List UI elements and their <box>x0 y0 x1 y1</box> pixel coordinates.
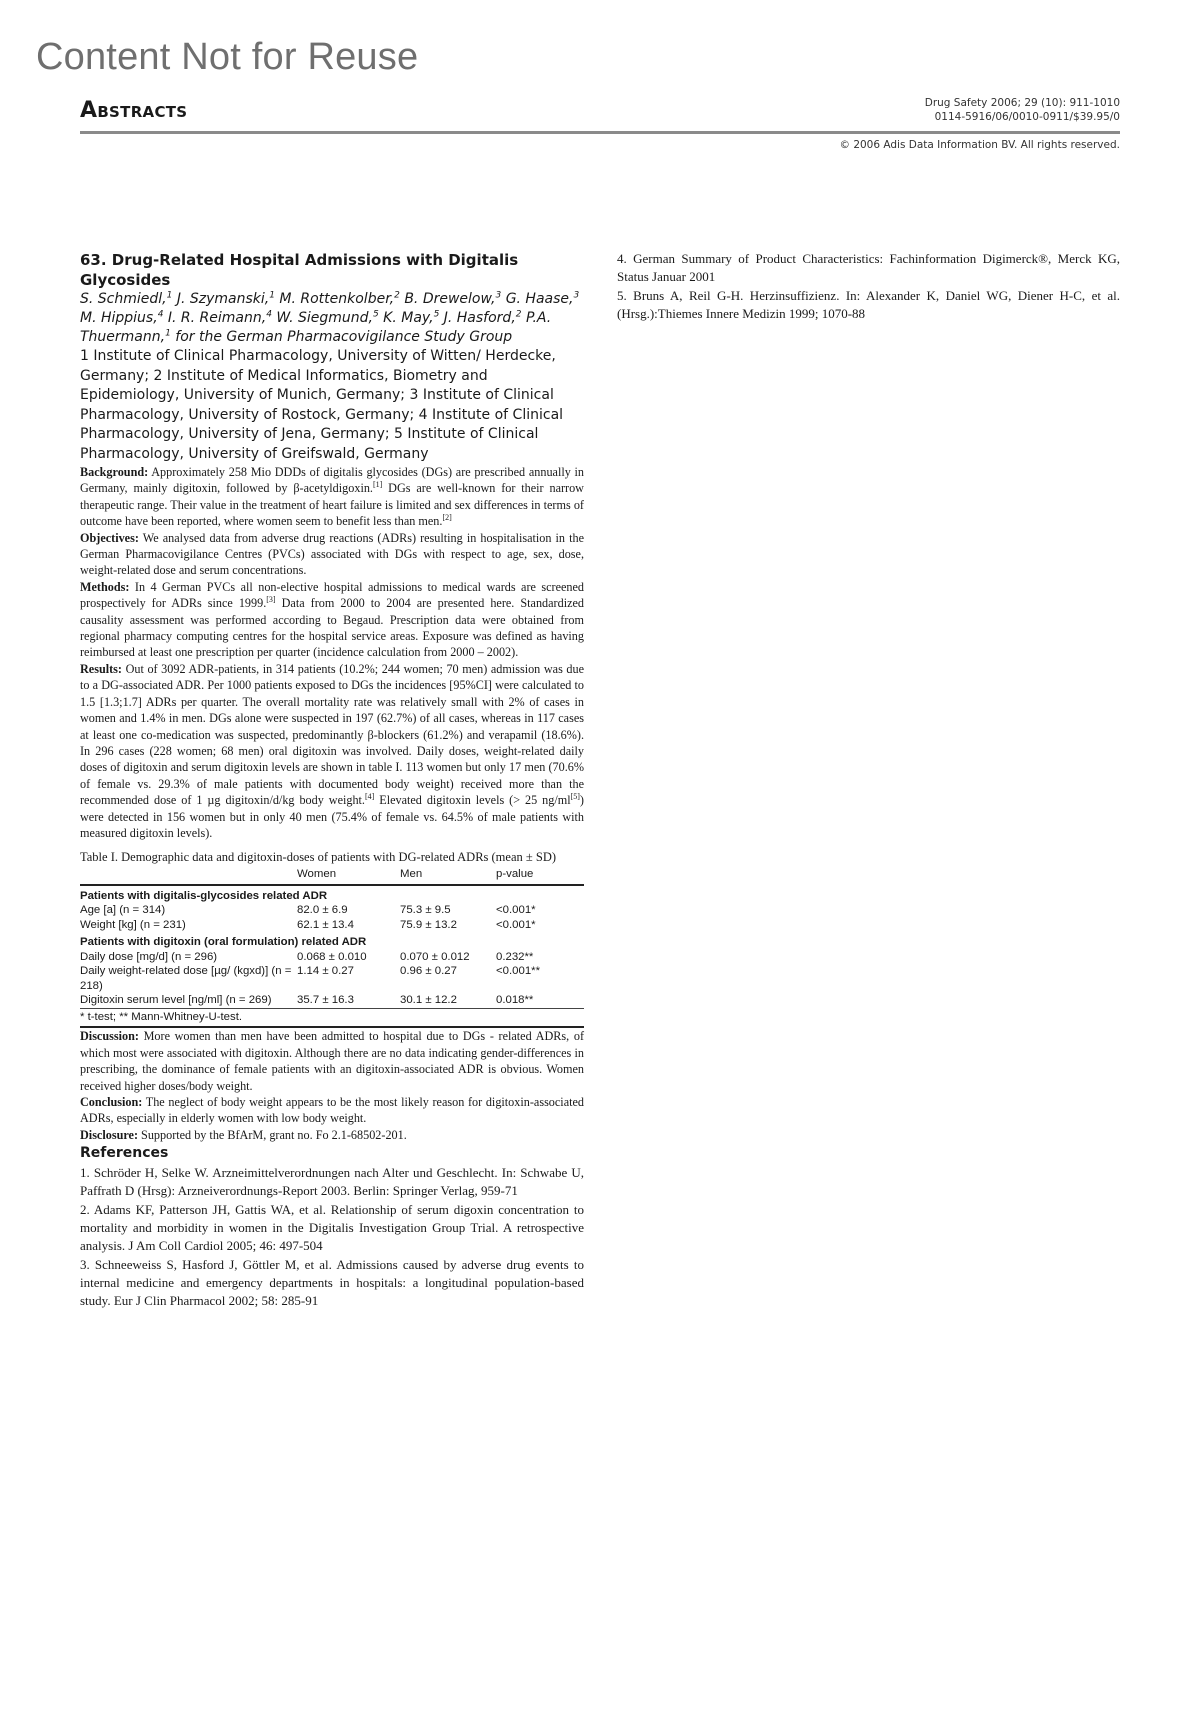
journal-meta <box>925 96 1120 124</box>
reference-item: 1. Schröder H, Selke W. Arzneimittelverordnungen nach Alter und Geschlecht. In: Schwabe U, Paffrath D (Hrsg): Arzneiverordnungs-Report 2003. Berlin: Springer Verlag, 959-71 <box>80 1165 584 1199</box>
author-name: M. Rottenkolber, <box>279 291 395 307</box>
table-cell: 82.0 ± 6.9 <box>297 904 348 917</box>
table-row <box>80 903 584 918</box>
citation-mark: [4] <box>364 792 375 802</box>
author-affiliation-mark: 5 <box>372 309 379 320</box>
section-label: Methods: <box>80 579 130 594</box>
citation-mark: [3] <box>266 595 276 605</box>
right-column <box>617 250 1120 323</box>
table-group-title: Patients with digitoxin (oral formulation) related ADR <box>80 936 367 949</box>
table-footnote-row <box>80 1008 584 1027</box>
table-group-title: Patients with digitalis-glycosides related ADR <box>80 889 328 902</box>
table-footnote: * t-test; ** Mann-Whitney-U-test. <box>80 1008 584 1027</box>
citation-mark: [1] <box>372 480 383 490</box>
author-name: K. May, <box>383 310 434 326</box>
author-name: G. Haase, <box>505 291 574 307</box>
abstract-body <box>80 464 584 841</box>
table-cell: 0.232** <box>496 950 534 963</box>
table-cell: 30.1 ± 12.2 <box>400 994 457 1007</box>
abstract-section <box>80 530 584 579</box>
table-row <box>80 964 584 993</box>
header-rule <box>80 131 1120 134</box>
table-group-row <box>80 932 584 950</box>
column-header: Men <box>400 867 496 885</box>
table-cell: <0.001* <box>496 904 536 917</box>
section-title: Abstracts <box>80 98 188 123</box>
author-name: for the German Pharmacovigilance Study Group <box>175 329 513 345</box>
table-group-row <box>80 885 584 904</box>
author-affiliation-mark: 2 <box>515 309 522 320</box>
column-header: p-value <box>496 867 584 885</box>
table-cell: 75.3 ± 9.5 <box>400 904 451 917</box>
abstract-section <box>80 661 584 841</box>
author-name: S. Schmiedl, <box>80 291 167 307</box>
table-caption: Table I. Demographic data and digitoxin-doses of patients with DG-related ADRs (mean ± SD) <box>80 850 557 865</box>
abstract-section <box>80 464 584 530</box>
watermark: Content Not for Reuse <box>36 36 419 78</box>
reference-item: 3. Schneeweiss S, Hasford J, Göttler M, et al. Admissions caused by adverse drug events to internal medicine and emergency departments in hospitals: a longitudinal population-based study. Eur J Clin Pharmacol 2002; 58: 285-91 <box>80 1256 584 1309</box>
section-text: Out of 3092 ADR-patients, in 314 patients (10.2%; 244 women; 70 men) admission was due to a DG-associated ADR. Per 1000 patients exposed to DGs the incidences [95%CI] were calculated to 1.5 [1.3;1.7] ADRs per quarter. The overall mortality rate was relatively small with 2% of cases in women and 1.4% in men. DGs alone were suspected in 197 (62.7%) of all cases, whereas in 117 cases at least one co-medication was suspected, predominantly β-blockers (61.2%) and verapamil (18.6%). In 296 cases (228 women; 68 men) oral digitoxin was involved. Daily doses, weight-related daily doses of digitoxin and serum digitoxin levels are shown in table I. 113 women but only 17 men (70.6% of female vs. 29.3% of male patients with documented body weight) received more than the recommended dose of 1 µg digitoxin/d/kg body weight. <box>80 661 585 808</box>
reference-item: 5. Bruns A, Reil G-H. Herzinsuffizienz. In: Alexander K, Daniel WG, Diener H-C, et al. (Hrsg.):Thiemes Innere Medizin 1999; 1070-88 <box>617 287 1120 321</box>
section-text: Approximately 258 Mio DDDs of digitalis glycosides (DGs) are prescribed annually in Germany, mainly digitoxin, followed by β-acetyldigoxin. <box>80 465 585 496</box>
section-label: Discussion: <box>80 1029 139 1044</box>
section-text: In 4 German PVCs all non-elective hospital admissions to medical wards are screened prospectively for ADRs since 1999. <box>80 579 584 611</box>
journal-line: Drug Safety 2006; 29 (10): 911-1010 <box>924 97 1120 109</box>
table-cell: Digitoxin serum level [ng/ml] (n = 269) <box>80 994 272 1007</box>
table-cell: 0.018** <box>496 994 534 1007</box>
author-name: J. Szymanski, <box>176 291 270 307</box>
table-cell: <0.001* <box>496 918 536 931</box>
abstract-discussion <box>80 1028 584 1143</box>
affiliations: 1 Institute of Clinical Pharmacology, University of Witten/ Herdecke, Germany; 2 Institute of Medical Informatics, Biometry and Epidemiology, University of Munich, Germany; 3 Institute of Clinical Pharmacology, University of Rostock, Germany; 4 Institute of Clinical Pharmacology, University of Jena, Germany; 5 Institute of Clinical Pharmacology, University of Greifswald, Germany <box>80 348 564 462</box>
table-cell: 62.1 ± 13.4 <box>297 918 354 931</box>
section-text: ) were detected in 156 women but in only 40 men (75.4% of female vs. 64.5% of male patients with measured digitoxin levels). <box>80 793 584 840</box>
section-label: Background: <box>80 465 149 479</box>
author-name: P.A. Thuermann, <box>80 310 552 345</box>
table-cell: 1.14 ± 0.27 <box>297 965 354 978</box>
author-affiliation-mark: 4 <box>266 309 272 320</box>
section-label: Disclosure: <box>80 1127 138 1142</box>
table-cell: Daily weight-related dose [µg/ (kgxd)] (n = 218) <box>80 965 292 992</box>
section-text: Data from 2000 to 2004 are presented here. Standardized causality assessment was performed according to Begaud. Prescription data were obtained from regional pharmacy computing centres for the hospital service areas. Exposure was defined as having reimbursed at least one prescription per quarter (incidence calculation from 2000 – 2002). <box>80 596 585 660</box>
abstract-title: 63. Drug-Related Hospital Admissions with Digitalis Glycosides <box>80 251 519 289</box>
table-cell: Weight [kg] (n = 231) <box>80 918 186 931</box>
reference-item: 2. Adams KF, Patterson JH, Gattis WA, et al. Relationship of serum digoxin concentration to mortality and morbidity in women in the Digitalis Investigation Group Trial. A retrospective analysis. J Am Coll Cardiol 2005; 46: 497-504 <box>80 1201 584 1254</box>
abstract-section <box>80 1127 584 1143</box>
section-text: More women than men have been admitted to hospital due to DGs - related ADRs, of which most were associated with digitoxin. Although there are no data indicating gender-differences in prescribing, the dominance of female patients with an digitoxin-associated ADR is obvious. Women received higher doses/body weight. <box>80 1029 584 1093</box>
references-list <box>80 1164 584 1310</box>
abstract-section <box>80 1094 584 1127</box>
table-cell: 35.7 ± 16.3 <box>297 994 354 1007</box>
author-affiliation-mark: 1 <box>269 290 275 301</box>
abstract-section <box>80 1028 584 1094</box>
reference-item: 4. German Summary of Product Characteristics: Fachinformation Digimerck®, Merck KG, Status Januar 2001 <box>617 251 1120 285</box>
issn-line: 0114-5916/06/0010-0911/$39.95/0 <box>934 111 1120 123</box>
table-cell: 75.9 ± 13.2 <box>400 918 457 931</box>
section-label: Conclusion: <box>80 1094 143 1109</box>
demographics-table <box>80 867 584 1028</box>
author-name: B. Drewelow, <box>404 291 496 307</box>
author-name: M. Hippius, <box>80 310 158 326</box>
table-cell: Age [a] (n = 314) <box>80 904 166 917</box>
table-cell: <0.001** <box>496 965 541 978</box>
abstract-section <box>80 579 584 661</box>
references-list-continued <box>617 250 1120 323</box>
table-cell: 0.070 ± 0.012 <box>400 950 470 963</box>
table-cell: 0.96 ± 0.27 <box>400 965 457 978</box>
section-text: Supported by the BfArM, grant no. Fo 2.1-68502-201. <box>141 1127 407 1142</box>
citation-mark: [2] <box>442 513 452 523</box>
table-row <box>80 950 584 965</box>
section-label: Objectives: <box>80 530 139 545</box>
author-affiliation-mark: 5 <box>433 309 440 320</box>
table-cell: 0.068 ± 0.010 <box>297 950 367 963</box>
section-text: DGs are well-known for their narrow therapeutic range. Their value in the treatment of heart failure is limited and sex differences in terms of outcome have been reported, where women seem to benefit less than men. <box>80 481 584 529</box>
table-row <box>80 993 584 1008</box>
citation-mark: [5] <box>570 792 580 802</box>
author-affiliation-mark: 2 <box>394 290 400 301</box>
table-row <box>80 918 584 933</box>
left-column <box>80 250 584 1311</box>
column-header <box>80 867 297 885</box>
table-cell: Daily dose [mg/d] (n = 296) <box>80 950 218 963</box>
table-header-row <box>80 867 584 885</box>
section-text: The neglect of body weight appears to be the most likely reason for digitoxin-associated ADRs, especially in elderly women with low body weight. <box>80 1094 584 1126</box>
author-name: J. Hasford, <box>443 310 516 326</box>
author-name: W. Siegmund, <box>276 310 373 326</box>
author-affiliation-mark: 3 <box>495 290 502 301</box>
author-affiliation-mark: 3 <box>573 290 580 301</box>
copyright: © 2006 Adis Data Information BV. All rights reserved. <box>839 139 1120 151</box>
section-text: We analysed data from adverse drug reactions (ADRs) resulting in hospitalisation in the German Pharmacovigilance Centres (PVCs) associated with DGs with respect to age, sex, dose, weight-related dose and serum concentrations. <box>80 530 584 578</box>
author-name: I. R. Reimann, <box>167 310 267 326</box>
column-header: Women <box>297 867 400 885</box>
author-list <box>80 290 584 347</box>
author-affiliation-mark: 4 <box>157 309 164 320</box>
section-label: Results: <box>80 661 122 676</box>
references-heading: References <box>80 1145 169 1162</box>
section-text: Elevated digitoxin levels (> 25 ng/ml <box>374 793 571 808</box>
author-affiliation-mark: 1 <box>166 290 173 301</box>
author-affiliation-mark: 1 <box>165 328 171 339</box>
